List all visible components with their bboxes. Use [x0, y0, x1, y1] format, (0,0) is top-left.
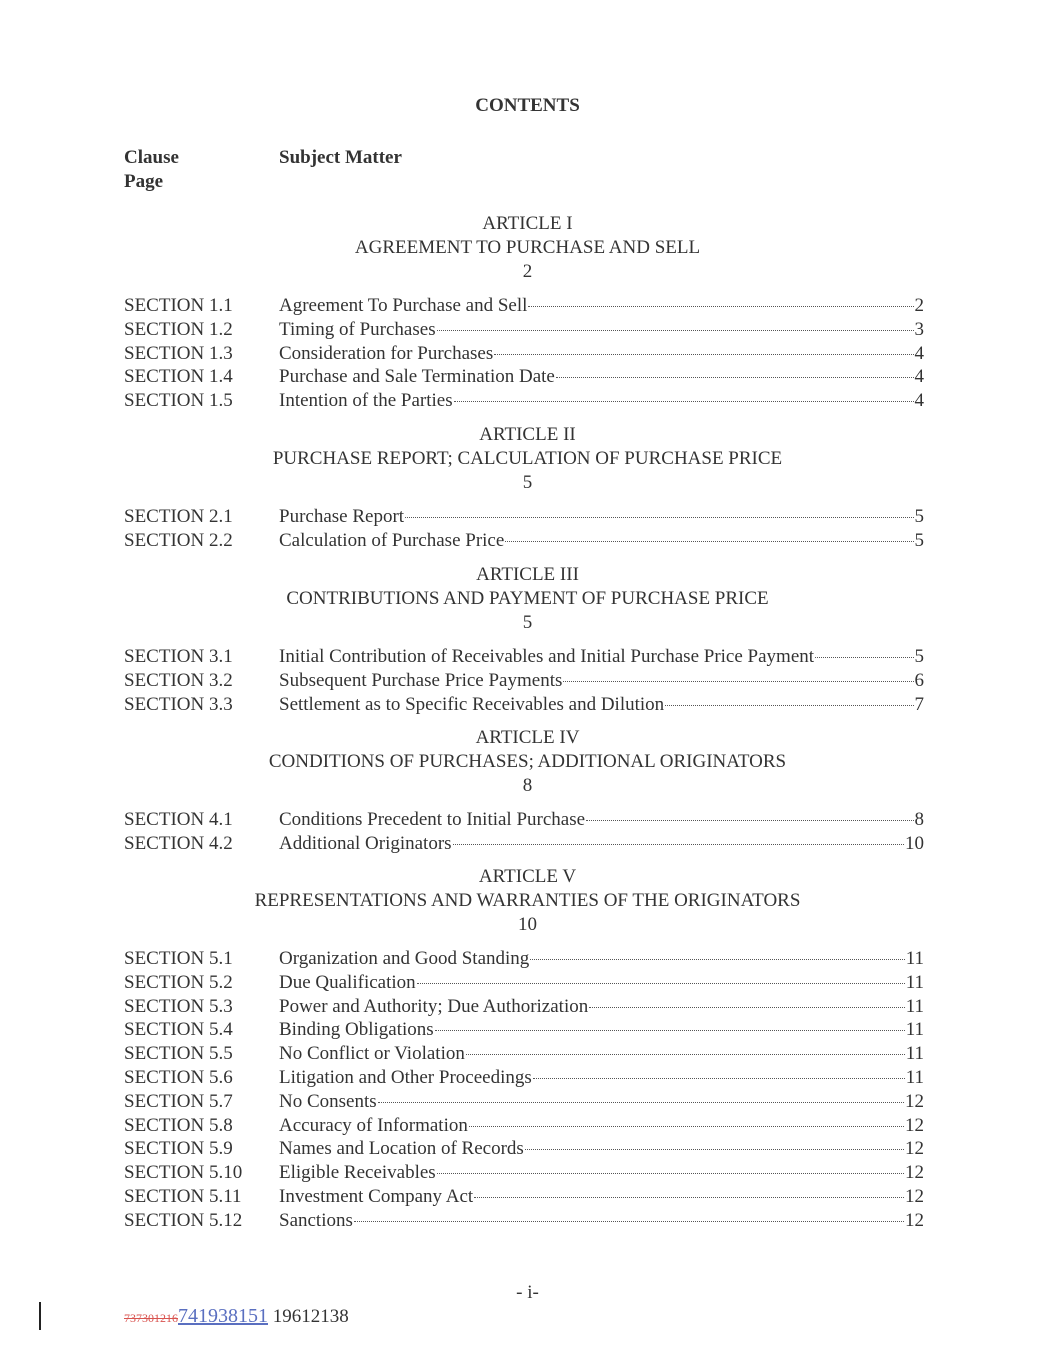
toc-section-title: No Consents [279, 1090, 377, 1112]
article-block [124, 563, 924, 716]
toc-section-number: SECTION 5.3 [124, 995, 233, 1017]
toc-entry[interactable] [124, 693, 924, 717]
article-number: ARTICLE V [478, 866, 577, 887]
article-name: REPRESENTATIONS AND WARRANTIES OF THE ORIGINATORS [254, 890, 801, 911]
footer-document-ids [124, 1304, 349, 1330]
toc-section-number: SECTION 5.11 [124, 1185, 242, 1207]
toc-page-number: 4 [914, 390, 924, 412]
toc-section-title: Litigation and Other Proceedings [279, 1066, 532, 1088]
article-number: ARTICLE I [482, 213, 573, 234]
column-header-page: Page [124, 171, 164, 192]
toc-section-number: SECTION 1.3 [124, 342, 233, 364]
column-header-subject: Subject Matter [279, 147, 402, 168]
toc-section-number: SECTION 1.5 [124, 390, 233, 412]
doc-id-struck: 737301216 [124, 1311, 178, 1325]
toc-dot-leader [589, 1007, 904, 1008]
toc-page-number: 7 [914, 693, 924, 715]
toc-dot-leader [530, 959, 904, 960]
toc-section-number: SECTION 3.3 [124, 693, 233, 715]
toc-page-number: 10 [905, 832, 924, 854]
toc-section-number: SECTION 5.10 [124, 1162, 243, 1184]
toc-section-title: Subsequent Purchase Price Payments [279, 669, 563, 691]
toc-entry[interactable] [124, 318, 924, 342]
toc-page-number: 4 [914, 366, 924, 388]
toc-section-title: Conditions Precedent to Initial Purchase [279, 809, 586, 830]
toc-section-number: SECTION 5.9 [124, 1138, 233, 1160]
toc-section-number: SECTION 3.2 [124, 669, 233, 691]
article-number: ARTICLE III [476, 564, 579, 585]
article-page: 2 [522, 261, 533, 282]
article-block [124, 212, 924, 413]
toc-section-title: Intention of the Parties [279, 390, 453, 412]
toc-dot-leader [437, 330, 914, 331]
toc-dot-leader [453, 844, 904, 845]
toc-section-title: Settlement as to Specific Receivables and Dilution [279, 693, 665, 715]
toc-entry[interactable] [124, 1018, 924, 1042]
toc-page-number: 12 [905, 1185, 924, 1207]
toc-page-number: 11 [905, 1066, 924, 1088]
toc-entry[interactable] [124, 1137, 924, 1161]
toc-section-title: Agreement To Purchase and Sell [279, 295, 528, 316]
toc-section-number: SECTION 5.2 [124, 971, 233, 993]
toc-section-title: Calculation of Purchase Price [279, 529, 505, 551]
toc-page-number: 5 [914, 529, 924, 551]
toc-page-number: 5 [914, 646, 924, 667]
toc-entry[interactable] [124, 947, 924, 971]
toc-page-number: 11 [905, 948, 924, 969]
article-name: CONDITIONS OF PURCHASES; ADDITIONAL ORIGINATORS [268, 751, 787, 772]
toc-section-title: Additional Originators [279, 832, 452, 854]
toc-entry[interactable] [124, 832, 924, 856]
toc-page-number: 4 [914, 342, 924, 364]
toc-section-number: SECTION 5.1 [124, 948, 233, 969]
toc-section-title: No Conflict or Violation [279, 1043, 465, 1065]
toc-dot-leader [563, 681, 913, 682]
toc-entry[interactable] [124, 645, 924, 669]
toc-dot-leader [466, 1054, 905, 1055]
toc-section-number: SECTION 5.8 [124, 1114, 233, 1136]
toc-page-number: 11 [905, 1019, 924, 1041]
article-number: ARTICLE IV [475, 727, 580, 748]
toc-page-number: 3 [914, 318, 924, 340]
toc-entry[interactable] [124, 529, 924, 553]
article-block [124, 865, 924, 1233]
doc-id-link[interactable]: 741938151 [178, 1305, 268, 1327]
toc-section-title: Initial Contribution of Receivables and Initial Purchase Price Payment [279, 646, 815, 667]
toc-dot-leader [454, 401, 914, 402]
toc-entry[interactable] [124, 1090, 924, 1114]
toc-entry[interactable] [124, 971, 924, 995]
article-name: PURCHASE REPORT; CALCULATION OF PURCHASE PRICE [272, 448, 783, 469]
toc-dot-leader [435, 1030, 905, 1031]
article-page: 10 [518, 914, 537, 935]
toc-section-number: SECTION 5.4 [124, 1019, 233, 1041]
toc-entry[interactable] [124, 1066, 924, 1090]
footer-page-number: - i- [516, 1282, 539, 1303]
toc-section-number: SECTION 1.4 [124, 366, 233, 388]
toc-page-number: 8 [914, 809, 924, 830]
toc-section-title: Accuracy of Information [279, 1114, 468, 1136]
toc-page-number: 12 [905, 1209, 924, 1231]
toc-section-title: Eligible Receivables [279, 1162, 436, 1184]
article-block [124, 423, 924, 553]
toc-section-title: Names and Location of Records [279, 1138, 524, 1160]
toc-entry[interactable] [124, 1114, 924, 1138]
toc-section-number: SECTION 1.1 [124, 295, 233, 316]
article-page: 5 [522, 612, 533, 633]
toc-section-number: SECTION 5.5 [124, 1043, 233, 1065]
article-block [124, 726, 924, 856]
toc-section-title: Purchase and Sale Termination Date [279, 366, 555, 388]
toc-entry[interactable] [124, 808, 924, 832]
toc-section-title: Timing of Purchases [279, 318, 436, 340]
toc-entry[interactable] [124, 669, 924, 693]
toc-dot-leader [556, 377, 914, 378]
toc-entry[interactable] [124, 365, 924, 389]
toc-dot-leader [417, 983, 905, 984]
toc-entry[interactable] [124, 995, 924, 1019]
column-header-clause: Clause [124, 147, 179, 168]
toc-page-number: 11 [905, 971, 924, 993]
toc-dot-leader [474, 1197, 904, 1198]
toc-dot-leader [586, 820, 913, 821]
toc-section-number: SECTION 4.2 [124, 832, 233, 854]
toc-dot-leader [378, 1102, 904, 1103]
toc-section-number: SECTION 2.1 [124, 506, 233, 527]
toc-dot-leader [525, 1149, 904, 1150]
article-page: 8 [522, 775, 533, 796]
page-title: CONTENTS [475, 95, 580, 116]
toc-page-number: 12 [905, 1114, 924, 1136]
toc-section-number: SECTION 5.12 [124, 1209, 243, 1231]
toc-dot-leader [469, 1126, 904, 1127]
toc-section-number: SECTION 4.1 [124, 809, 233, 830]
toc-section-number: SECTION 3.1 [124, 646, 233, 667]
toc-section-title: Investment Company Act [279, 1185, 474, 1207]
toc-page-number: 2 [914, 295, 924, 316]
toc-page-number: 11 [905, 1043, 924, 1065]
toc-dot-leader [533, 1078, 905, 1079]
toc-section-title: Organization and Good Standing [279, 948, 530, 969]
article-number: ARTICLE II [479, 424, 576, 445]
toc-dot-leader [528, 306, 913, 307]
toc-page-number: 12 [905, 1138, 924, 1160]
toc-section-number: SECTION 5.7 [124, 1090, 233, 1112]
toc-dot-leader [815, 657, 913, 658]
toc-section-title: Consideration for Purchases [279, 342, 494, 364]
toc-entry[interactable] [124, 389, 924, 413]
toc-page-number: 12 [905, 1162, 924, 1184]
toc-section-number: SECTION 2.2 [124, 529, 233, 551]
toc-section-title: Binding Obligations [279, 1019, 434, 1041]
toc-dot-leader [437, 1173, 904, 1174]
toc-entry[interactable] [124, 505, 924, 529]
article-name: AGREEMENT TO PURCHASE AND SELL [354, 237, 701, 258]
toc-page-number: 6 [914, 669, 924, 691]
toc-section-number: SECTION 1.2 [124, 318, 233, 340]
toc-page-number: 12 [905, 1090, 924, 1112]
toc-section-title: Sanctions [279, 1209, 353, 1231]
toc-dot-leader [405, 517, 913, 518]
toc-dot-leader [354, 1221, 904, 1222]
toc-entry[interactable] [124, 1185, 924, 1209]
doc-id-plain: 19612138 [272, 1306, 349, 1327]
toc-entry[interactable] [124, 1161, 924, 1185]
toc-section-number: SECTION 5.6 [124, 1066, 233, 1088]
toc-page-number: 11 [905, 995, 924, 1017]
toc-entry[interactable] [124, 342, 924, 366]
toc-dot-leader [665, 705, 913, 706]
article-name: CONTRIBUTIONS AND PAYMENT OF PURCHASE PRICE [286, 588, 769, 609]
toc-page-number: 5 [914, 506, 924, 527]
toc-section-title: Purchase Report [279, 506, 405, 527]
toc-section-title: Due Qualification [279, 971, 416, 993]
toc-entry[interactable] [124, 1209, 924, 1233]
toc-dot-leader [505, 541, 913, 542]
toc-section-title: Power and Authority; Due Authorization [279, 995, 589, 1017]
toc-entry[interactable] [124, 294, 924, 318]
toc-dot-leader [494, 354, 913, 355]
change-bar [39, 1302, 41, 1330]
toc-entry[interactable] [124, 1042, 924, 1066]
article-page: 5 [522, 472, 533, 493]
